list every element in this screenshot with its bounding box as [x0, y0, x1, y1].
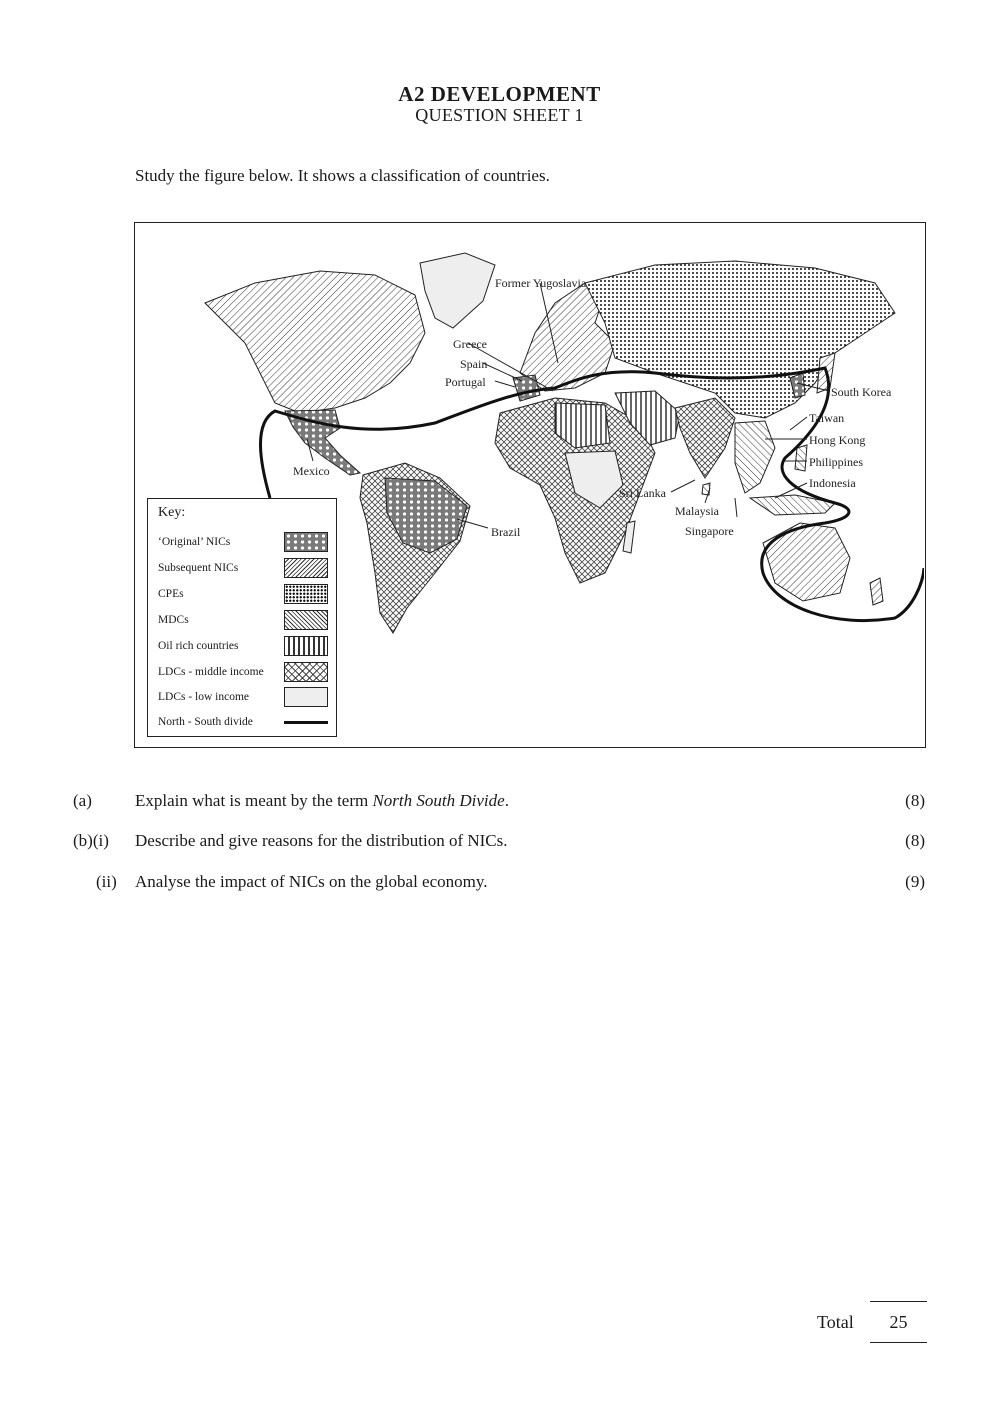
question-text-part: Explain what is meant by the term: [135, 791, 373, 810]
label-greece: Greece: [453, 337, 487, 351]
label-taiwan: Taiwan: [809, 411, 845, 425]
arrow-sri-lanka: [671, 480, 695, 492]
arrow-portugal: [495, 381, 515, 387]
southeast-asia-landmass: [735, 421, 775, 493]
key-label: LDCs - low income: [158, 691, 250, 703]
label-south-korea: South Korea: [831, 385, 892, 399]
north-america-landmass: [205, 271, 425, 413]
arrow-singapore: [735, 498, 737, 517]
label-former-yugoslavia: Former Yugoslavia: [495, 276, 587, 290]
key-label: Subsequent NICs: [158, 562, 239, 574]
label-indonesia: Indonesia: [809, 476, 856, 490]
mdcs-swatch: [284, 610, 328, 630]
question-text-part: .: [504, 791, 509, 810]
north-south-divide-swatch: [284, 721, 328, 724]
question-number: (ii): [96, 872, 117, 891]
label-philippines: Philippines: [809, 455, 864, 469]
label-spain: Spain: [460, 357, 488, 371]
map-key: [147, 498, 337, 737]
south-asia-landmass: [675, 398, 735, 478]
key-label: CPEs: [158, 588, 184, 600]
question-term: North South Divide: [372, 791, 505, 810]
page-title: A2 DEVELOPMENT: [398, 82, 601, 106]
key-label: LDCs - middle income: [158, 666, 264, 678]
total-box: [870, 1301, 927, 1343]
world-map-figure: [134, 222, 926, 748]
total-value: 25: [889, 1312, 908, 1332]
question-text: Analyse the impact of NICs on the global economy.: [135, 872, 488, 891]
key-title: Key:: [158, 505, 186, 520]
arrow-spain: [483, 363, 522, 381]
original-nics-swatch: [284, 532, 328, 552]
new-zealand-landmass: [870, 578, 883, 605]
page-subtitle: QUESTION SHEET 1: [415, 105, 584, 125]
arrow-taiwan: [790, 417, 807, 430]
sri-lanka-landmass: [702, 483, 710, 495]
label-hong-kong: Hong Kong: [809, 433, 866, 447]
key-label: ‘Original’ NICs: [158, 536, 231, 548]
key-label: Oil rich countries: [158, 640, 239, 652]
subsequent-nics-swatch: [284, 558, 328, 578]
question-marks: (9): [905, 872, 925, 891]
australia-landmass: [763, 523, 850, 601]
label-brazil: Brazil: [491, 525, 521, 539]
question-text: [135, 791, 509, 811]
label-mexico: Mexico: [293, 464, 330, 478]
label-singapore: Singapore: [685, 524, 734, 538]
key-label: MDCs: [158, 614, 189, 626]
label-portugal: Portugal: [445, 375, 486, 389]
ldcs-low-swatch: [284, 687, 328, 707]
key-label: North - South divide: [158, 716, 253, 728]
intro-text: Study the figure below. It shows a classification of countries.: [135, 166, 550, 185]
label-malaysia: Malaysia: [675, 504, 719, 518]
question-text: Describe and give reasons for the distribution of NICs.: [135, 831, 508, 850]
label-sri-lanka: Sri Lanka: [619, 486, 666, 500]
cpes-swatch: [284, 584, 328, 604]
greenland-landmass: [420, 253, 495, 328]
total-label: Total: [817, 1312, 854, 1332]
question-number: (a): [73, 791, 92, 810]
question-marks: (8): [905, 831, 925, 850]
question-number: (b)(i): [73, 831, 109, 850]
oil-rich-swatch: [284, 636, 328, 656]
ldcs-middle-swatch: [284, 662, 328, 682]
question-marks: (8): [905, 791, 925, 810]
